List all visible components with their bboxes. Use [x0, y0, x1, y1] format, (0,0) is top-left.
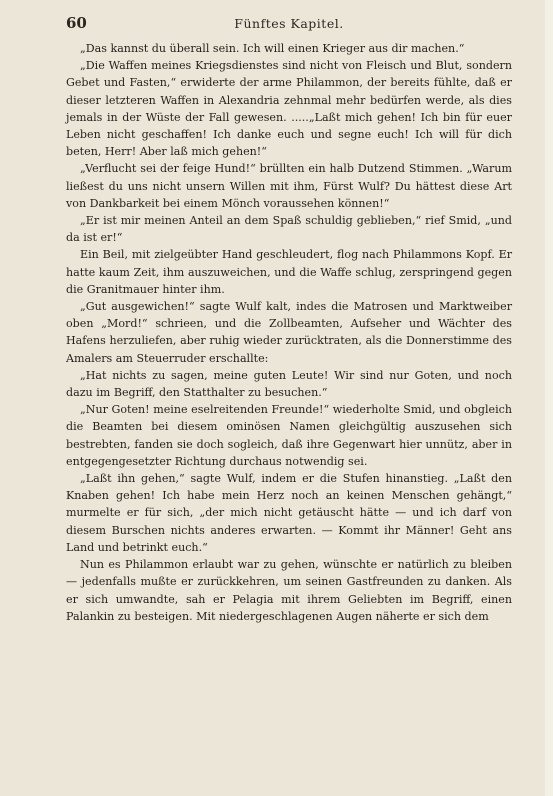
paragraph: „Laßt ihn gehen,“ sagte Wulf, indem er die Stufen hinanstieg. „Laßt den Knaben gehen! Ich habe mein Herz noch an keinen Menschen gehängt,“ murmelte er für sich, „der mich nicht getäuscht hätte — und ich darf von diesem Burschen nichts anderes erwarten. — Kommt ihr Männer! Geht ans Land und betrinkt euch.“ — [66, 472, 512, 554]
page-edge — [545, 0, 553, 796]
paragraph: „Das kannst du überall sein. Ich will einen Krieger aus dir machen.“ — [80, 42, 465, 55]
paragraph: „Die Waffen meines Kriegsdienstes sind nicht von Fleisch und Blut, sondern Gebet und Fasten,“ erwiderte der arme Philammon, der bereits fühlte, daß er dieser letzteren Waffen in Alexandria zehnmal mehr bedürfen werde, als dies jemals in der Wüste der Fall gewesen. .....„Laßt mich gehen! Ich bin für euer Leben nicht geschaffen! Ich danke euch und segne euch! Ich will für dich beten, Herr! Aber laß mich gehen!“ — [66, 59, 512, 159]
paragraph: „Nur Goten! meine eselreitenden Freunde!“ wiederholte Smid, und obgleich die Beamten bei diesem ominösen Namen gleichgültig auszusehen sich bestrebten, fanden sie doch sogleich, daß ihre Gegenwart hier unnütz, aber in entgegengesetzter Richtung durchaus notwendig sei. — [66, 403, 512, 468]
running-head: Fünftes Kapitel. — [234, 16, 344, 31]
paragraph: „Verflucht sei der feige Hund!“ brüllten ein halb Dutzend Stimmen. „Warum ließest du uns nicht unsern Willen mit ihm, Fürst Wulf? Du hättest diese Art von Dankbarkeit bei einem Mönch voraussehen können!“ — [66, 162, 512, 210]
page-header — [66, 14, 512, 36]
paragraph: „Er ist mir meinen Anteil an dem Spaß schuldig geblieben,“ rief Smid, „und da ist er!“ — [66, 214, 512, 245]
body-text — [66, 40, 512, 625]
paragraph: Ein Beil, mit zielgeübter Hand geschleudert, flog nach Philammons Kopf. Er hatte kaum Zeit, ihm auszuweichen, und die Waffe schlug, zerspringend gegen die Granitmauer hinter ihm. — [66, 248, 512, 296]
paragraph: „Gut ausgewichen!“ sagte Wulf kalt, indes die Matrosen und Marktweiber oben „Mord!“ schrieen, und die Zollbeamten, Aufseher und Wächter des Hafens herzuliefen, aber ruhig wieder zurücktraten, als die Donnerstimme des Amalers am Steuerruder erschallte: — [66, 300, 512, 365]
paragraph: „Hat nichts zu sagen, meine guten Leute! Wir sind nur Goten, und noch dazu im Begriff, den Statthalter zu besuchen.“ — [66, 368, 512, 400]
page-number: 60 — [66, 14, 87, 32]
paragraph: Nun es Philammon erlaubt war zu gehen, wünschte er natürlich zu bleiben — jedenfalls mußte er zurückkehren, um seinen Gastfreunden zu danken. Als er sich umwandte, sah er Pelagia mit ihrem Geliebten im Begriff, einen Palankin zu besteigen. Mit niedergeschlagenen Augen näherte er sich dem — [66, 558, 512, 623]
